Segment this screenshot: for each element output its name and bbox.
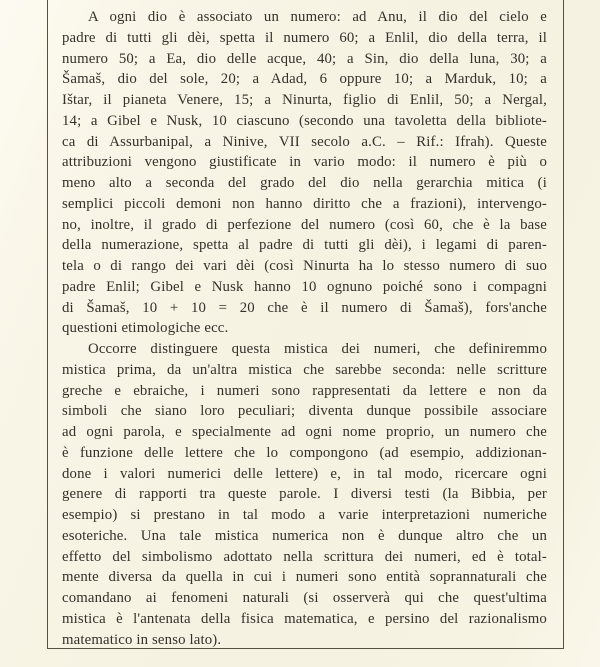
text-line: questioni etimologiche ecc. [62, 320, 229, 337]
text-line: mente diversa da quella in cui i numeri sono entità soprannaturali che [62, 569, 547, 586]
text-line: greche e ebraiche, i numeri sono rappresentati da lettere e non da [62, 382, 547, 399]
text-line: mistica è l'antenata della fisica matematica, e persino del razionalismo [62, 610, 547, 627]
text-line: della numerazione, spetta al padre di tutti gli dèi), i legami di paren- [62, 237, 547, 254]
text-line: padre di tutti gli dèi, spetta il numero 60; a Enlil, dio della terra, il [62, 29, 547, 46]
text-line: semplici piccoli demoni non hanno diritto che a frazioni), intervengo- [62, 195, 547, 212]
text-line: effetto del simbolismo adottato nella scrittura dei numeri, ed è total- [62, 548, 547, 565]
text-line: tela o di rango dei vari dèi (così Ninurta ha lo stesso numero di suo [62, 258, 547, 274]
text-line: ad ogni parola, e specialmente ad ogni nome proprio, un numero che [62, 424, 547, 440]
text-line: esoteriche. Una tale mistica numerica non è dunque altro che un [62, 527, 547, 544]
text-line: simboli che siano loro peculiari; diventa dunque possibile associare [62, 403, 547, 420]
text-line: esempio) si prestano in tal modo a varie interpretazioni numeriche [62, 507, 547, 523]
text-line: di Šamaš, 10 + 10 = 20 che è il numero di Šamaš), fors'anche [62, 299, 547, 316]
text-line: Ištar, il pianeta Venere, 15; a Ninurta, figlio di Enlil, 50; a Nergal, [62, 92, 547, 108]
text-line: 14; a Gibel e Nusk, 10 ciascuno (secondo una tavoletta della bibliote- [62, 112, 547, 129]
text-line: done i valori numerici delle lettere) e, in tal modo, ricercare ogni [62, 465, 547, 482]
text-line: genere di rapporti tra queste parole. I diversi testi (la Bibbia, per [62, 486, 547, 503]
text-line: ca di Assurbanipal, a Ninive, VII secolo a.C. – Rif.: Ifrah). Queste [62, 133, 547, 150]
text-line: mistica prima, da un'altra mistica che sarebbe seconda: nelle scritture [62, 361, 547, 378]
text-line: è funzione delle lettere che lo compongono (ad esempio, addizionan- [62, 444, 547, 461]
text-line: A ogni dio è associato un numero: ad Anu, il dio del cielo e [88, 9, 547, 25]
text-line: Šamaš, dio del sole, 20; a Adad, 6 oppure 10; a Marduk, 10; a [62, 71, 547, 88]
body-text-block [62, 7, 547, 650]
text-line: comandano ai fenomeni naturali (si osserverà qui che quest'ultima [62, 590, 547, 606]
text-line: numero 50; a Ea, dio delle acque, 40; a Sin, dio della luna, 30; a [62, 50, 547, 67]
text-line: Occorre distinguere questa mistica dei numeri, che definiremmo [88, 341, 547, 357]
text-line: attribuzioni vengono giustificate in vario modo: il numero è più o [62, 154, 547, 171]
text-line: no, inoltre, il grado di perfezione del numero (così 60, che è la base [62, 216, 547, 233]
text-line: matematico in senso lato). [62, 631, 222, 648]
text-line: padre Enlil; Gibel e Nusk hanno 10 ognuno poiché sono i compagni [62, 278, 547, 295]
text-line: meno alto a seconda del grado del dio nella gerarchia mitica (i [62, 175, 547, 191]
